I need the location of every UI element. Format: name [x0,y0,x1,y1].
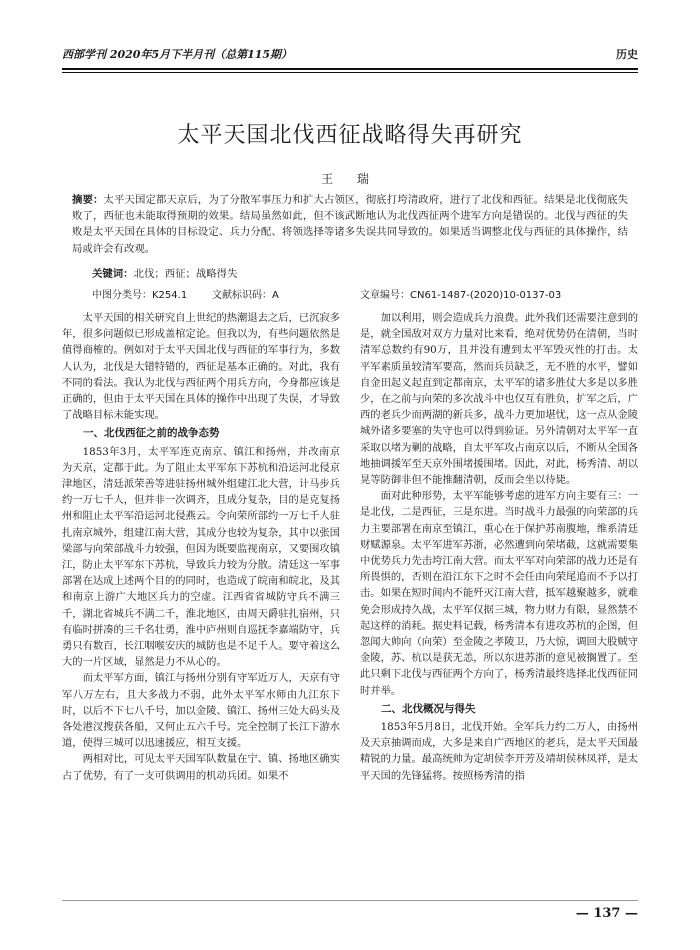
keywords [92,265,237,280]
section-name: 历史 [616,48,638,61]
body-paragraph: 而太平军方面，镇江与扬州分别有守军近万人，天京有守军八万左右，且大多战力不弱，此外太平军水师由九江东下时，以后不下七八千号，加以金陵、镇江、扬州三处大码头及各处港汊搜获各船，又何止五六千号。完全控制了长江下游水道，使得三城可以迅速援应，相互支援。 [62,672,341,750]
section-heading: 二、北伐概况与得失 [381,702,476,715]
section-heading: 一、北伐西征之前的战争态势 [83,427,220,440]
abstract-label: 摘要： [72,194,104,206]
body-paragraph: 太平天国的相关研究自上世纪的热潮退去之后，已沉寂多年，很多问题似已形成盖棺定论。但我以为，有些问题依然是值得商榷的。例如对于太平天国北伐与西征的军事行为，多数人认为，北伐是大错特错的，西征是基本正确的。对此，我有不同的看法。我认为北伐与西征两个用兵方向，今身都应该是正确的，但由于太平天国在具体的操作中出现了失误，才导致了战略目标未能实现。 [62,312,341,422]
running-header [62,44,638,64]
footer-rule [62,900,638,901]
body-paragraph: 面对此种形势，太平军能够考虑的进军方向主要有三：一是北伐，二是西征，三是东进。当时战斗力最强的向荣部的兵力主要部署在南京至镇江，重心在于保护苏南腹地，维系清廷财赋源泉。太平军进军苏浙，必然遭到向荣堵截，这就需要集中优势兵力先击垮江南大营。而太平军对向荣部的战力还是有所畏惧的，否则在沿江东下之时不会任由向荣尾追而不予以打击。如果在短时间内不能歼灭江南大营，抵军越聚越多，就难免会形成持久战，太平军仅据三城，物力财力有限，显然禁不起这样的消耗。据史料记载，杨秀清本有进攻苏杭的企图，但忽闻大帅向（向荣）至金陵之孝陵卫，乃大惊，调回大股贼守金陵，苏、杭以是获无恙，所以东进苏浙的意见被搁置了。至此只剩下北伐与西征两个方向了，杨秀清最终选择北伐西征同时并举。 [360,490,639,697]
keywords-label: 关键词： [92,268,134,280]
body-paragraph: 两相对比，可见太平天国军队数量在宁、镇、扬地区确实占了优势，有了一支可供调用的机动兵团。如果不 [62,753,341,782]
author-name: 王 瑞 [321,172,379,186]
body-paragraph: 1853年3月，太平军连克南京、镇江和扬州，并改南京为天京，定都于此。为了阻止太平军东下苏杭和沿运河北侵京津地区，清廷派荣善等进驻扬州城外组建江北大营，计马步兵约一万七千人，但并非一次调齐，且成分复杂，目的是克复扬州和阻止太平军沿运河北侵燕云。令向荣所部约一万七千人驻扎南京城外，组建江南大营，其成分也较为复杂，其中以张国梁部与向荣部战斗力较强，但因为既要监视南京，又要围攻镇江，防止太平军东下苏杭，导致兵力较为分散。清廷这一军事部署在达成上述两个目的的同时，也造成了皖南和皖北，及其和南京上游广大地区兵力的空虚。江西省省城防守兵不满三千，湖北省城兵不满二千，淮北地区，由周天爵驻扎宿州，只有临时拼凑的三千名壮勇，淮中庐州则自巡抚李嘉端防守，兵勇只有数百，长江咽喉安庆的城防也是不足千人。要守着这么大的一片区域，显然是力不从心的。 [62,445,341,669]
header-rule-thick [62,68,638,70]
body-column-left [62,310,340,784]
body-column-right [360,310,638,784]
document-code: 文献标识码：A [212,290,279,301]
clc-number: 中图分类号：K254.1 [92,290,188,301]
body-paragraph: 加以利用，则会造成兵力浪费。此外我们还需要注意到的是，就全国敌对双方力量对比来看，绝对优势仍在清朝，当时清军总数约有90万，且并没有遭到太平军毁灭性的打击。太平军素质虽较清军要高，然而兵员缺乏，无不胜的水平，譬如自金田起义起直到定都南京，太平军的诸多胜仗大多是以多胜少，在之前与向荣的多次战斗中也仅互有胜负，扩军之后，广西的老兵少而两湖的新兵多，战斗力更加堪忧，这一点从金陵城外诸多要塞的失守也可以得到验证。另外清朝对太平军一直采取以堵为剿的战略，自太平军攻占南京以后，不断从全国各地抽调援军至天京外围堵援围堵。因此，对此，杨秀清、胡以晃等防御非但不能推翻清朝，反而会坐以待毙。 [360,312,639,487]
abstract-text: 太平天国定都天京后，为了分散军事压力和扩大占领区，彻底打垮清政府，进行了北伐和西征。结果是北伐彻底失败了，西征也未能取得预期的效果。结局虽然如此，但不该武断地认为北伐西征两个进军方向是错误的。北伐与西征的失败是太平天国在具体的目标设定、兵力分配、将领选择等诸多失误共同导致的。如果适当调整北伐与西征的具体操作，结局或许会有改观。 [72,194,629,255]
header-rule-thin [62,72,638,73]
article-title: 太平天国北伐西征战略得失再研究 [177,123,523,148]
keywords-text: 北伐；西征；战略得失 [133,268,238,280]
article-number: 文章编号：CN61-1487-(2020)10-0137-03 [360,290,562,301]
body-paragraph: 1853年5月8日，北伐开始。全军兵力约二万人，由扬州及天京抽调而成，大多是来自广西地区的老兵，是太平天国最精锐的力量。最高统帅为定胡侯李开芳及靖胡侯林凤祥，是太平天国的先锋猛将。按照杨秀清的指 [360,721,639,782]
journal-name: 西部学刊 2020年5月下半月刊（总第115期） [62,48,293,61]
page-number: — 137 — [575,906,638,921]
abstract [72,192,628,257]
